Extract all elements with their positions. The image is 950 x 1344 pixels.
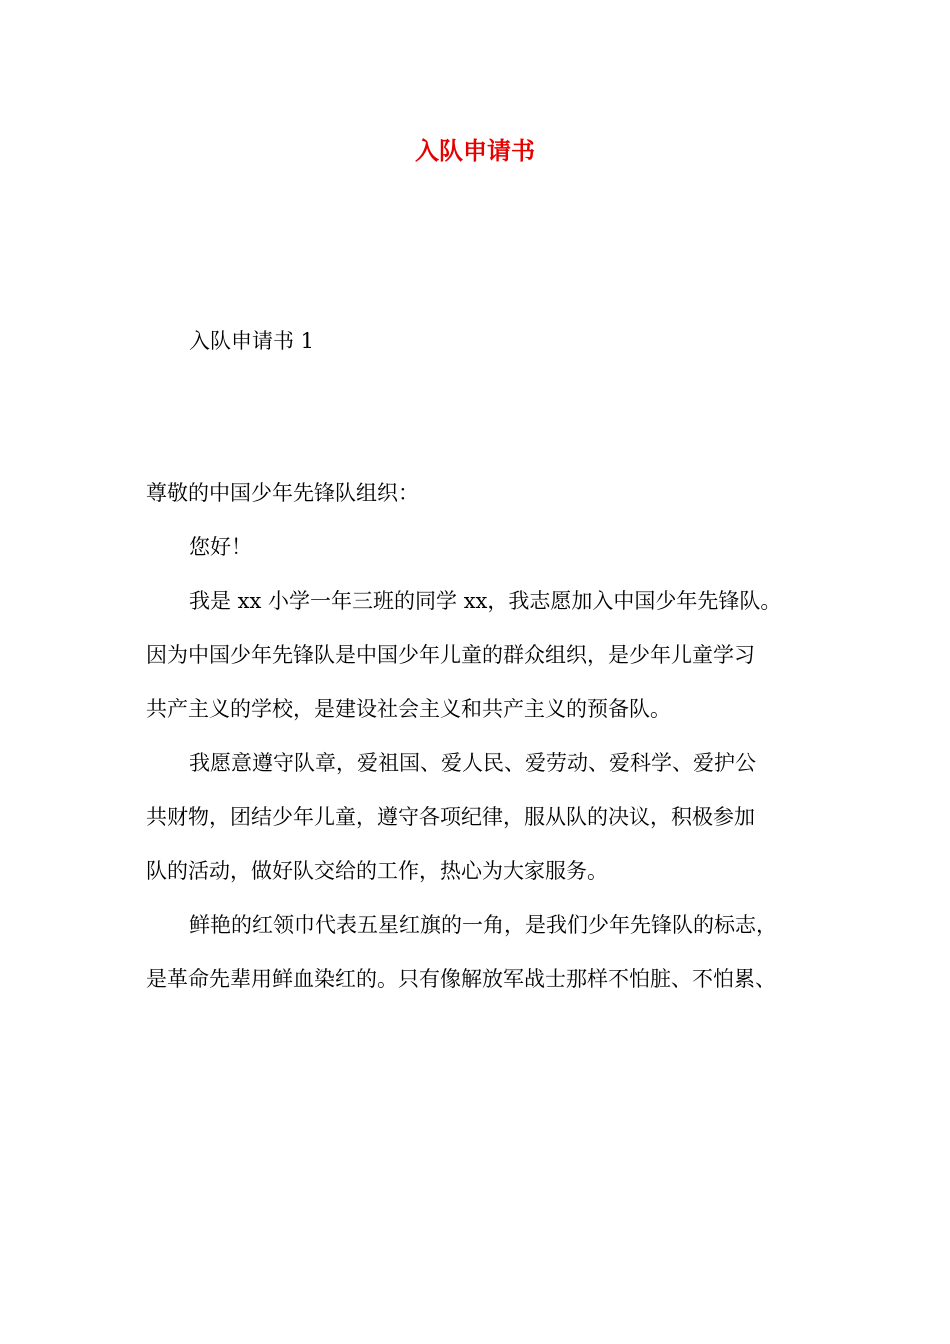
body-line: 是革命先辈用鲜血染红的。只有像解放军战士那样不怕脏、不怕累、: [146, 967, 776, 991]
body-line: 共财物，团结少年儿童，遵守各项纪律，服从队的决议，积极参加: [146, 805, 755, 829]
body-line: 您好！: [189, 535, 252, 559]
body-line: 我是 xx 小学一年三班的同学 xx，我志愿加入中国少年先锋队。: [189, 589, 782, 613]
document-title: 入队申请书: [415, 137, 535, 165]
body-line: 队的活动，做好队交给的工作，热心为大家服务。: [146, 859, 608, 883]
body-line: 鲜艳的红领巾代表五星红旗的一角，是我们少年先锋队的标志，: [189, 913, 777, 937]
body-line: 因为中国少年先锋队是中国少年儿童的群众组织，是少年儿童学习: [146, 643, 755, 667]
body-line: 我愿意遵守队章，爱祖国、爱人民、爱劳动、爱科学、爱护公: [189, 751, 756, 775]
section-heading: 入队申请书 1: [189, 329, 315, 353]
body-line: 共产主义的学校，是建设社会主义和共产主义的预备队。: [146, 697, 671, 721]
document-body: [146, 478, 826, 1018]
body-line: 尊敬的中国少年先锋队组织：: [146, 481, 419, 505]
